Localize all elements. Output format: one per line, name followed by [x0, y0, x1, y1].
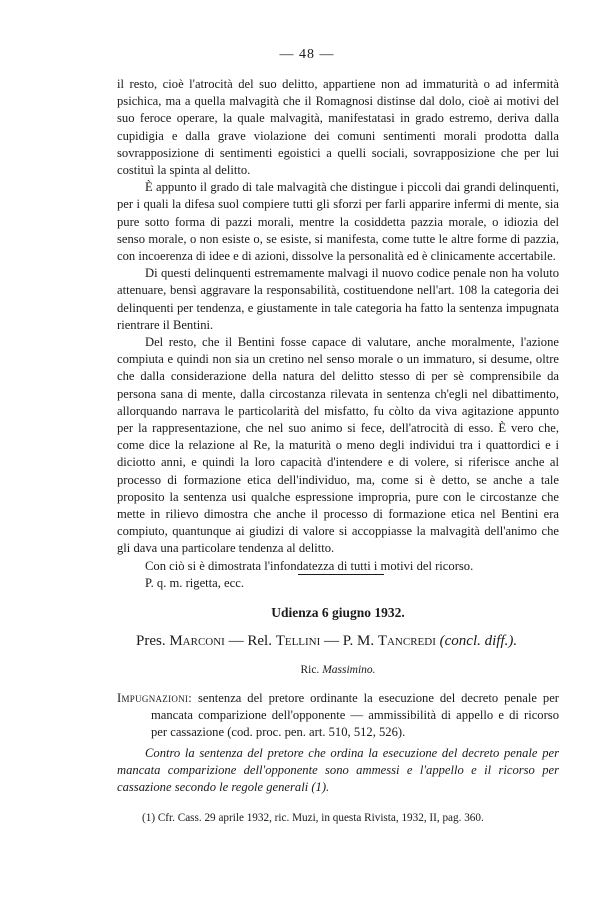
main-text: [117, 76, 559, 592]
rel-name: Tellini: [275, 633, 321, 649]
impugnazioni-heading: [117, 690, 559, 742]
paragraph-5: Con ciò si è dimostrata l'infondatezza di tutti i motivi del ricorso.: [145, 558, 474, 573]
paragraph-4: Del resto, che il Bentini fosse capace di valutare, anche moralmente, l'azione compiuta e quindi non sia un cretino nel senso morale o un immaturo, si desume, oltre che dalla considerazione della natura del delitto stesso di per sè comprensibile da persona sana di mente, dalla circostanza rilevata in sentenza ch'egli nel dibattimento, allorquando narrava le particolarità del misfatto, fu còlto da viva agitazione appunto per la rappresentazione, che nel suo animo si fece, dell'atrocità di esso. È vero che, come dice la relazione al Re, la maturità o meno degli individui tra i quattordici e i diciotto anni, e quindi la loro capacità d'intendere e di volere, si riferisce anche al processo di formazione etica dell'individuo, ma, come si è detto, se anche a tale proposito la sentenza usi qualche espressione impropria, pure con le circostanze che mette in rilievo dimostra che anche il processo di formazione etica nel Bentini era compiuto, quantunque ai giudizi di valore si accoppiasse la malvagità dell'animo che gli dava una particolare tendenza al delitto.: [117, 335, 559, 556]
paragraph-2: È appunto il grado di tale malvagità che distingue i piccoli dai grandi delinquenti, per i quali la difesa suol compiere tutti gli sforzi per farli apparire infermi di mente, sia pure sotto forma di pazzi morali, mentre la cosiddetta pazzia morale, o idiozia del senso morale, o non esiste o, se esiste, si manifesta, come tutte le altre forme di pazzia, con incoerenza di idee e di azioni, dissolve la personalità ed è clinicamente accertabile.: [117, 180, 559, 264]
pres-label: Pres.: [136, 633, 166, 649]
ric-label: Ric.: [300, 664, 320, 676]
pm-label: P. M.: [342, 633, 375, 649]
pres-name: Marconi: [169, 633, 225, 649]
paragraph-6: P. q. m. rigetta, ecc.: [145, 575, 244, 590]
impugnazioni-label: Impugnazioni:: [117, 691, 193, 705]
court-composition: Pres. Marconi — Rel. Tellini — P. M. Tancredi (concl. diff.).: [136, 633, 518, 649]
pm-note: (concl. diff.).: [439, 633, 518, 649]
pm-name: Tancredi: [377, 633, 436, 649]
massima: Contro la sentenza del pretore che ordina la esecuzione del decreto penale per mancata comparizione dell'opponente sono ammessi e l'appello e il ricorso per cassazione secondo le regole generali (1).: [117, 746, 559, 795]
hearing-title: Udienza 6 giugno 1932.: [271, 605, 405, 620]
appellant: [0, 664, 614, 676]
footnote: (1) Cfr. Cass. 29 aprile 1932, ric. Muzi, in questa Rivista, 1932, II, pag. 360.: [142, 812, 484, 824]
paragraph-1: il resto, cioè l'atrocità del suo delitto, appartiene non ad immaturità o ad infermità psichica, ma a quella malvagità che il Romagnosi distinse dal dolo, cioè ai motivi del suo feroce operare, la quale malvagità, manifestatasi in grado estremo, deriva dalla cupidigia e dalla grave violazione dei comuni sentimenti morali prodotta dalla sovrapposizione di sentimenti egoistici a quelli sociali, sovrapposizione che per lui costituì la spinta al delitto.: [117, 77, 559, 178]
section-divider: [298, 574, 384, 575]
page-number: — 48 —: [279, 47, 335, 62]
paragraph-3: Di questi delinquenti estremamente malvagi il nuovo codice penale non ha voluto attenuare, bensì aggravare la responsabilità, costituendone nell'art. 108 la categoria dei delinquenti per tendenza, e giustamente in tale categoria ha fatto la sentenza impugnata rientrare il Bentini.: [117, 266, 559, 332]
rel-label: Rel.: [247, 633, 272, 649]
impugnazioni-text: sentenza del pretore ordinante la esecuzione del decreto penale per mancata comparizione dell'opponente — ammissibilità di appello e di ricorso per cassazione (cod. proc. pen. art. 510, 512, 526).: [151, 691, 559, 740]
ric-name: Massimino.: [322, 664, 376, 676]
